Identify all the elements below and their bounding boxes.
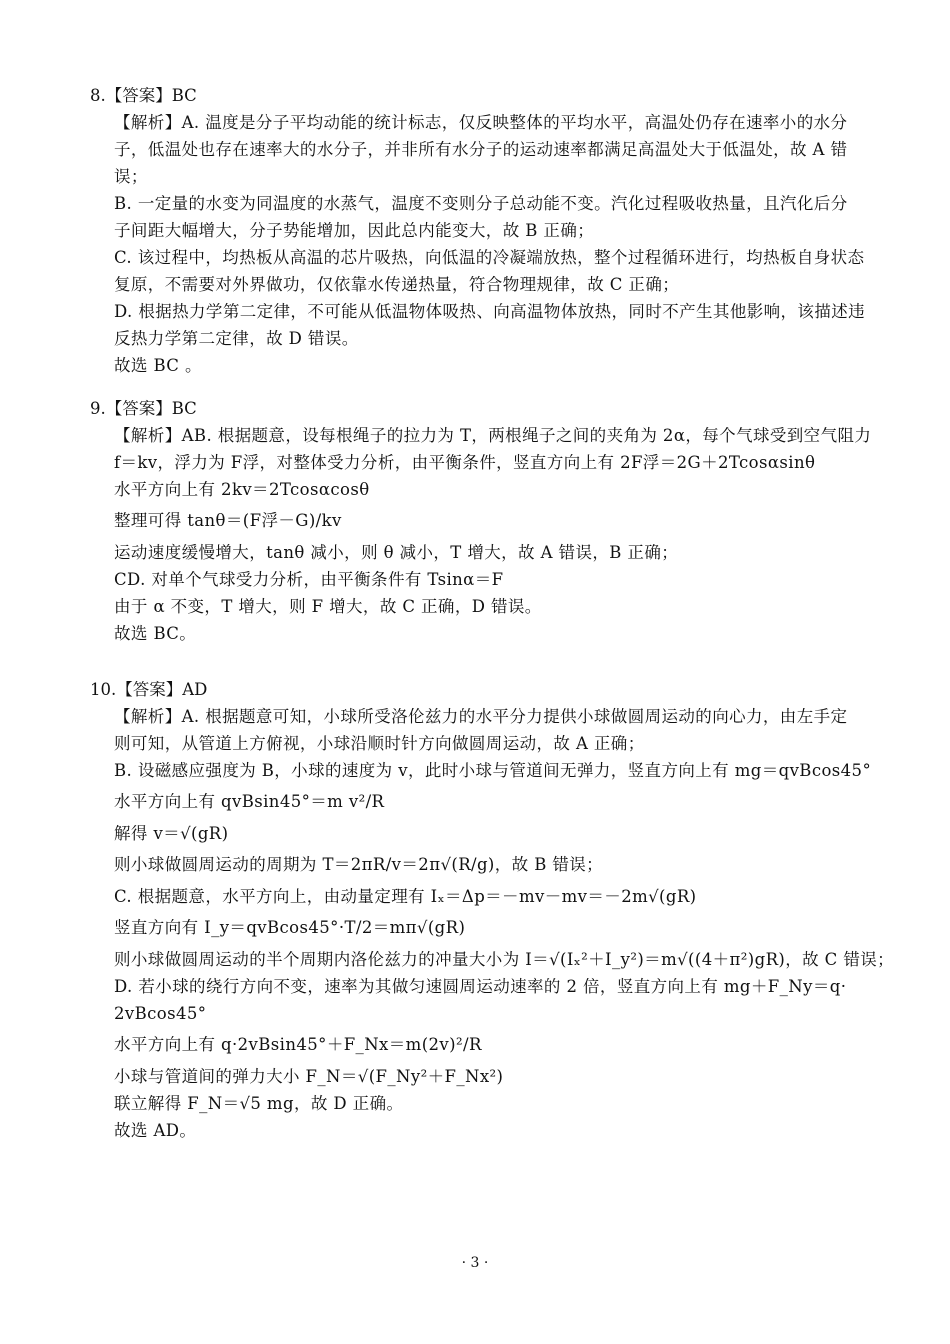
explanation-line: 水平方向上有 2kv＝2Tcosαcosθ	[114, 480, 370, 499]
explanation-line: B. 一定量的水变为同温度的水蒸气，温度不变则分子总动能不变。汽化过程吸收热量，且汽化后分	[114, 194, 848, 213]
answer-header-10: 10.【答案】AD	[90, 680, 208, 699]
explanation-line: 子，低温处也存在速率大的水分子，并非所有水分子的运动速率都满足高温处大于低温处，故 A 错	[114, 140, 848, 159]
explanation-line: 误；	[114, 167, 148, 186]
explanation-line: 【解析】A. 根据题意可知，小球所受洛伦兹力的水平分力提供小球做圆周运动的向心力，由左手定	[114, 707, 848, 726]
explanation-line: f＝kv，浮力为 F浮，对整体受力分析，由平衡条件，竖直方向上有 2F浮＝2G＋2Tcosαsinθ	[114, 453, 816, 472]
answer-header-8: 8.【答案】BC	[90, 86, 197, 105]
explanation-line: D. 根据热力学第二定律，不可能从低温物体吸热、向高温物体放热，同时不产生其他影响，该描述违	[114, 302, 866, 321]
explanation-line: 运动速度缓慢增大，tanθ 减小，则 θ 减小，T 增大，故 A 错误，B 正确；	[114, 543, 679, 562]
explanation-line: C. 该过程中，均热板从高温的芯片吸热，向低温的冷凝端放热，整个过程循环进行，均热板自身状态	[114, 248, 865, 267]
explanation-line: 子间距大幅增大，分子势能增加，因此总内能变大，故 B 正确；	[114, 221, 595, 240]
answer-block-8	[90, 82, 880, 379]
equation-line: 竖直方向有 I_y＝qvBcos45°·T/2＝mπ√(gR)	[114, 918, 466, 937]
explanation-line: 【解析】A. 温度是分子平均动能的统计标志，仅反映整体的平均水平，高温处仍存在速率小的水分	[114, 113, 848, 132]
conclusion-line: 故选 AD。	[114, 1121, 197, 1140]
explanation-line: 2vBcos45°	[114, 1004, 207, 1023]
explanation-line: 由于 α 不变，T 增大，则 F 增大，故 C 正确，D 错误。	[114, 597, 542, 616]
equation-line: 小球与管道间的弹力大小 F_N＝√(F_Ny²＋F_Nx²)	[114, 1067, 504, 1086]
explanation-line: CD. 对单个气球受力分析，由平衡条件有 Tsinα＝F	[114, 570, 504, 589]
explanation-line: C. 根据题意，水平方向上，由动量定理有 Iₓ＝Δp＝－mv－mv＝－2m√(gR)	[114, 887, 697, 906]
conclusion-line: 故选 BC。	[114, 624, 197, 643]
explanation-line: 则可知，从管道上方俯视，小球沿顺时针方向做圆周运动，故 A 正确；	[114, 734, 645, 753]
explanation-line: B. 设磁感应强度为 B，小球的速度为 v，此时小球与管道间无弹力，竖直方向上有 mg＝qvBcos45°	[114, 761, 872, 780]
equation-line: 水平方向上有 qvBsin45°＝m v²/R	[114, 792, 385, 811]
explanation-line: 【解析】AB. 根据题意，设每根绳子的拉力为 T，两根绳子之间的夹角为 2α，每个气球受到空气阻力	[114, 426, 872, 445]
answer-block-9	[90, 395, 880, 647]
equation-line: 解得 v＝√(gR)	[114, 824, 229, 843]
equation-line: 整理可得 tanθ＝(F浮－G)/kv	[114, 511, 342, 530]
explanation-line: D. 若小球的绕行方向不变，速率为其做匀速圆周运动速率的 2 倍，竖直方向上有 mg＋F_Ny＝q·	[114, 977, 847, 996]
explanation-line: 反热力学第二定律，故 D 错误。	[114, 329, 359, 348]
equation-line: 则小球做圆周运动的周期为 T＝2πR/v＝2π√(R/g)，故 B 错误；	[114, 855, 604, 874]
answer-block-10	[90, 676, 895, 1144]
conclusion-line: 故选 BC 。	[114, 356, 202, 375]
equation-line: 水平方向上有 q·2vBsin45°＋F_Nx＝m(2v)²/R	[114, 1035, 482, 1054]
page-number: · 3 ·	[461, 1255, 489, 1271]
explanation-line: 复原，不需要对外界做功，仅依靠水传递热量，符合物理规律，故 C 正确；	[114, 275, 680, 294]
answer-header-9: 9.【答案】BC	[90, 399, 197, 418]
explanation-line: 联立解得 F_N＝√5 mg，故 D 正确。	[114, 1094, 404, 1113]
explanation-line: 则小球做圆周运动的半个周期内洛伦兹力的冲量大小为 I＝√(Iₓ²＋I_y²)＝m√((4＋π²)gR)，故 C 错误；	[114, 950, 895, 969]
